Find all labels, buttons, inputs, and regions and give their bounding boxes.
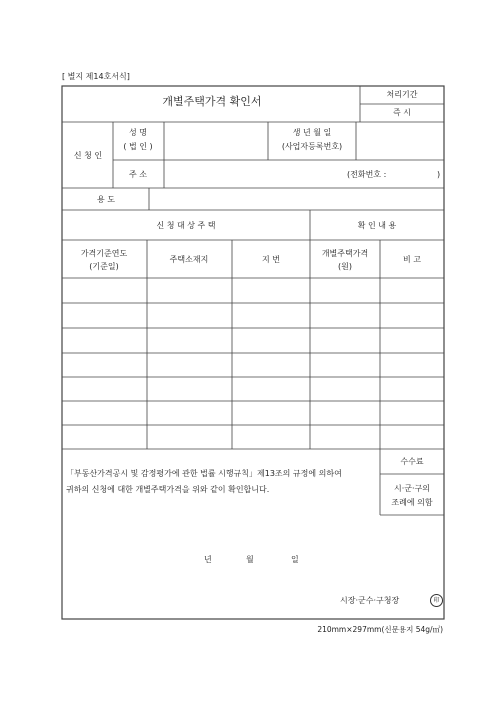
column-house-price: 개별주택가격	[321, 249, 369, 258]
column-base-date: (기준일)	[89, 262, 119, 271]
name-sub-label: ( 법 인 )	[123, 142, 153, 151]
date-month: 월	[246, 555, 254, 564]
applicant-label: 신 청 인	[73, 151, 103, 160]
confirmation-header: 확 인 내 용	[357, 221, 397, 230]
business-number-label: (사업자등록번호)	[281, 142, 343, 151]
target-house-header: 신 청 대 상 주 택	[156, 221, 216, 230]
birth-label: 생 년 월 일	[292, 128, 332, 137]
fee-value-line-2: 조례에 의함	[391, 498, 433, 507]
fee-value-line-1: 시·군·구의	[394, 484, 430, 493]
date-day: 일	[291, 555, 299, 564]
seal-mark: 印	[430, 594, 443, 607]
form-number-label: [ 별지 제14호서식]	[62, 72, 130, 81]
column-lot-number: 지 번	[262, 255, 280, 264]
column-house-address: 주택소재지	[169, 255, 209, 264]
fee-label: 수수료	[400, 457, 424, 466]
date-year: 년	[204, 555, 212, 564]
paper-size-note: 210mm×297mm(신문용지 54g/㎡)	[317, 625, 443, 634]
processing-period-value: 즉 시	[393, 108, 411, 117]
statement-line-2: 귀하의 신청에 대한 개별주택가격을 위와 같이 확인합니다.	[66, 485, 270, 494]
address-label: 주 소	[129, 170, 147, 179]
column-price-unit: (원)	[338, 262, 352, 271]
phone-close: )	[437, 170, 441, 179]
column-base-year: 가격기준연도	[80, 249, 128, 258]
statement-line-1: 「부동산가격공시 및 감정평가에 관한 법률 시행규칙」제13조의 규정에 의하여	[66, 469, 342, 478]
processing-period-label: 처리기간	[386, 90, 418, 99]
phone-label: (전화번호 :	[347, 170, 387, 179]
name-label: 성 명	[129, 128, 147, 137]
document-title: 개별주택가격 확인서	[162, 95, 262, 108]
purpose-label: 용 도	[97, 195, 115, 204]
issuer-title: 시장·군수·구청장	[340, 596, 400, 605]
column-remarks: 비 고	[403, 255, 421, 264]
